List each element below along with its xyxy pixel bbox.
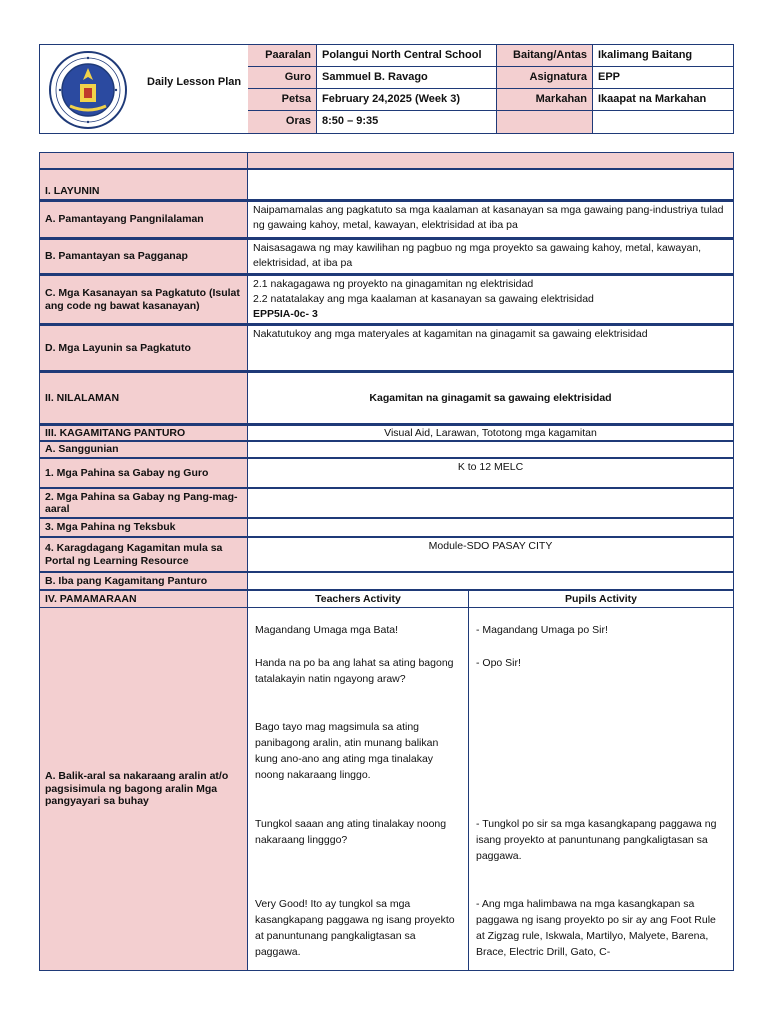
blank-row-left: [39, 152, 248, 169]
pupil-line: - Tungkol po sir sa mga kasangkapang paggawa ng isang proyekto at panuntunang pangkaligtasan sa paggawa.: [476, 818, 717, 862]
label-empty: [497, 111, 593, 133]
teacher-line: Handa na po ba ang lahat sa ating bagong tatalakayin natin ngayong araw?: [255, 657, 454, 685]
layunin-value: [248, 169, 734, 200]
label-guro: Guro: [248, 67, 317, 89]
label-asignatura: Asignatura: [497, 67, 593, 89]
balik-label: A. Balik-aral sa nakaraang aralin at/o pagsisimula ng bagong aralin Mga pangyayari sa buhay: [39, 608, 248, 971]
pamamaraan-label: IV. PAMAMARAAN: [39, 590, 248, 608]
iba-label: B. Iba pang Kagamitang Panturo: [39, 572, 248, 590]
a-text: Naipamamalas ang pagkatuto sa mga kaalaman at kasanayan sa mga gawaing pang-industriya tulad ng gawaing kahoy, metal, kawayan, elektrisidad at iba pa: [248, 200, 734, 238]
nilalaman-label: II. NILALAMAN: [39, 371, 248, 424]
blank-row-right: [248, 152, 734, 169]
label-petsa: Petsa: [248, 89, 317, 111]
d-label: D. Mga Layunin sa Pagkatuto: [39, 324, 248, 371]
d-text: Nakatutukoy ang mga materyales at kagamitan na ginagamit sa gawaing elektrisidad: [248, 324, 734, 371]
nilalaman-text: Kagamitan na ginagamit sa gawaing elektrisidad: [248, 371, 734, 424]
value-empty: [593, 111, 734, 133]
b-label: B. Pamantayan sa Pagganap: [39, 238, 248, 274]
teksbuk-value: [248, 518, 734, 537]
gabay-aaral-label: 2. Mga Pahina sa Gabay ng Pang-mag-aaral: [39, 488, 248, 518]
value-paaralan: Polangui North Central School: [317, 45, 497, 67]
sanggunian-value: [248, 441, 734, 458]
gabay-guro-label: 1. Mga Pahina sa Gabay ng Guro: [39, 458, 248, 488]
deped-seal-icon: [48, 50, 128, 130]
teacher-line: Magandang Umaga mga Bata!: [255, 624, 399, 636]
a-label: A. Pamantayang Pangnilalaman: [39, 200, 248, 238]
value-oras: 8:50 – 9:35: [317, 111, 497, 133]
karagdagan-text: Module-SDO PASAY CITY: [248, 537, 734, 572]
pupils-header: Pupils Activity: [469, 590, 734, 608]
iba-value: [248, 572, 734, 590]
header-grid: [248, 45, 734, 133]
label-paaralan: Paaralan: [248, 45, 317, 67]
pupil-line: - Opo Sir!: [476, 657, 521, 669]
gabay-guro-text: K to 12 MELC: [248, 458, 734, 488]
value-markahan: Ikaapat na Markahan: [593, 89, 734, 111]
pupil-line: - Ang mga halimbawa na mga kasangkapan sa paggawa ng isang proyekto po sir ay ang Foot Rule at Zigzag rule, Iskwala, Martilyo, Malyete, Barena, Brace, Electric Drill, Gato, C-: [476, 898, 716, 958]
label-oras: Oras: [248, 111, 317, 133]
c-label: C. Mga Kasanayan sa Pagkatuto (Isulat ang code ng bawat kasanayan): [39, 274, 248, 324]
pupil-line: - Magandang Umaga po Sir!: [476, 624, 608, 636]
header-table: [39, 44, 734, 134]
label-baitang: Baitang/Antas: [497, 45, 593, 67]
teacher-line: Very Good! Ito ay tungkol sa mga kasangkapang paggawa ng isang proyekto at panuntunang pangkaligtasan sa paggawa.: [255, 898, 455, 958]
value-guro: Sammuel B. Ravago: [317, 67, 497, 89]
teksbuk-label: 3. Mga Pahina ng Teksbuk: [39, 518, 248, 537]
b-text: Naisasagawa ng may kawilihan ng pagbuo ng mga proyekto sa gawaing kahoy, metal, kawayan, elektrisidad, at iba pa: [248, 238, 734, 274]
document-title: Daily Lesson Plan: [147, 76, 242, 88]
c-line2: 2.2 natatalakay ang mga kaalaman at kasanayan sa gawaing elektrisidad: [253, 293, 594, 305]
label-markahan: Markahan: [497, 89, 593, 111]
kagamitan-text: Visual Aid, Larawan, Tototong mga kagamitan: [248, 424, 734, 441]
c-cell: [248, 274, 734, 324]
teachers-header: Teachers Activity: [248, 590, 469, 608]
gabay-aaral-value: [248, 488, 734, 518]
sanggunian-label: A. Sanggunian: [39, 441, 248, 458]
teacher-line: Tungkol saaan ang ating tinalakay noong nakaraang lingggo?: [255, 818, 447, 846]
value-asignatura: EPP: [593, 67, 734, 89]
layunin-label: I. LAYUNIN: [39, 169, 248, 200]
kagamitan-label: III. KAGAMITANG PANTURO: [39, 424, 248, 441]
c-code: EPP5IA-0c- 3: [253, 308, 318, 320]
karagdagan-label: 4. Karagdagang Kagamitan mula sa Portal ng Learning Resource: [39, 537, 248, 572]
logo-cell: [40, 45, 249, 133]
teachers-activity-cell: [248, 608, 469, 971]
pupils-activity-cell: [469, 608, 734, 971]
value-baitang: Ikalimang Baitang: [593, 45, 734, 67]
c-line1: 2.1 nakagagawa ng proyekto na ginagamitan ng elektrisidad: [253, 278, 534, 290]
teacher-line: Bago tayo mag magsimula sa ating panibagong aralin, atin munang balikan kung ano-ano ang ating mga tinalakay noong nakaraang linggo.: [255, 721, 439, 781]
value-petsa: February 24,2025 (Week 3): [317, 89, 497, 111]
